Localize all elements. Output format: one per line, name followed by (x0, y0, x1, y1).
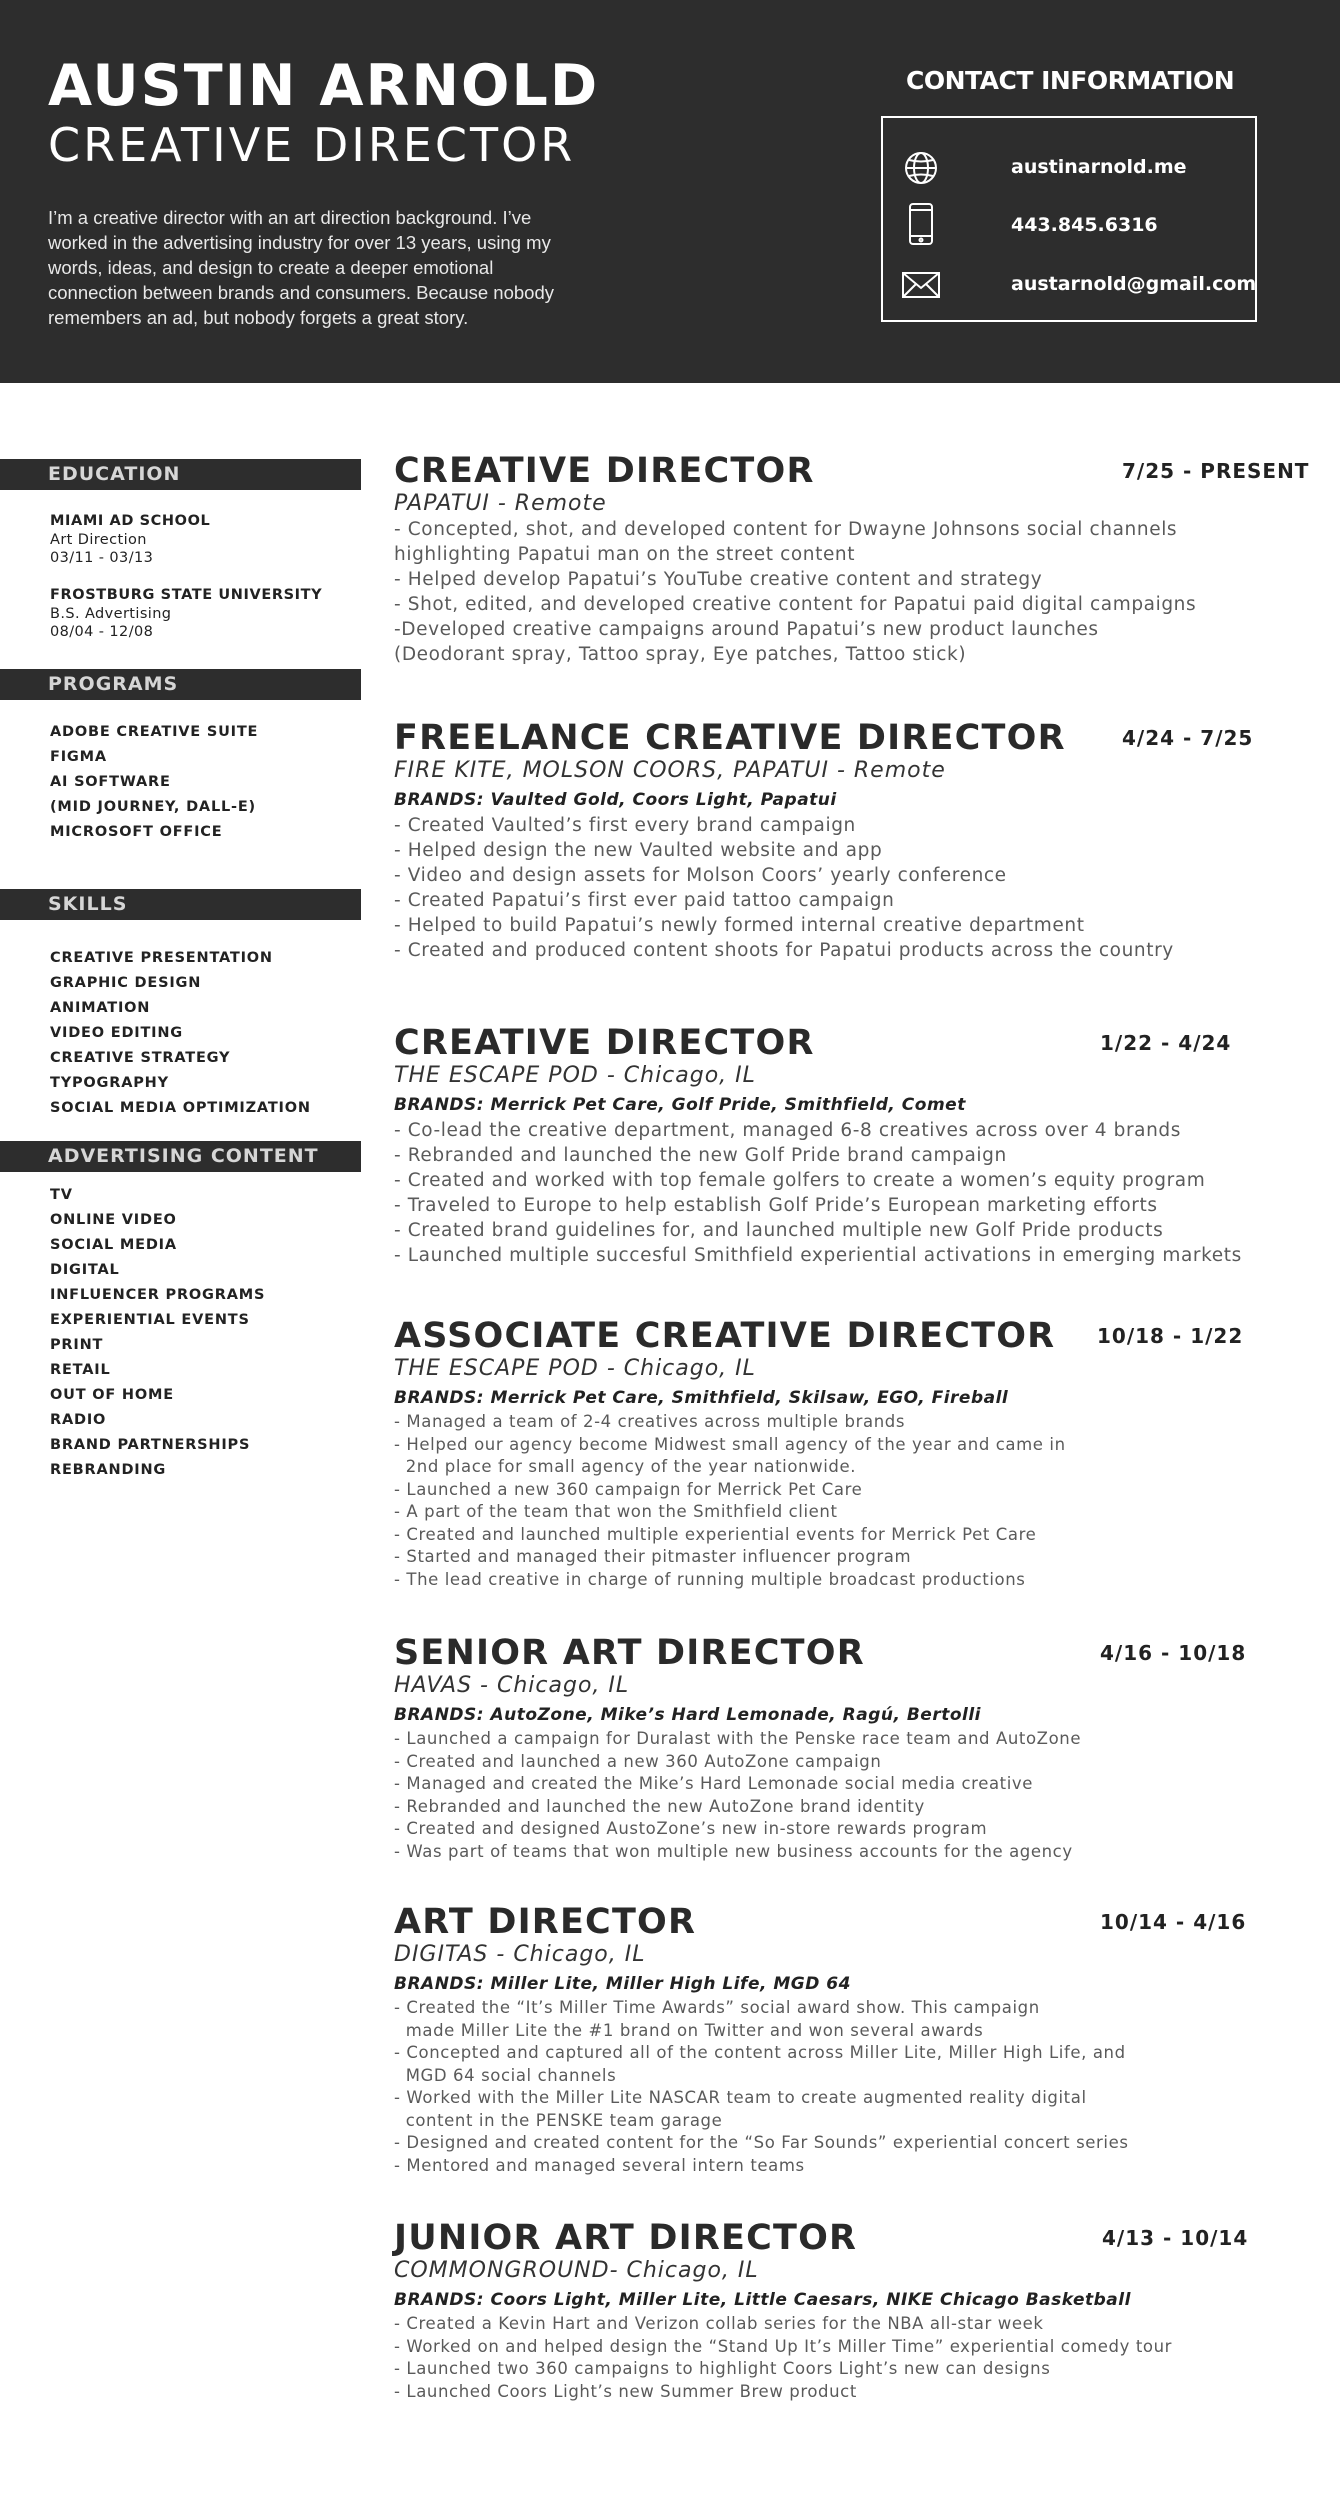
list-item: - Concepted and captured all of the content across Miller Lite, Miller High Life, and (394, 2043, 1126, 2062)
list-item: - Worked on and helped design the “Stand Up It’s Miller Time” experiential comedy tour (394, 2336, 1173, 2356)
education-entry (50, 512, 210, 567)
bio-paragraph: I’m a creative director with an art direction background. I’ve worked in the advertising industry for over 13 years, using my words, ideas, and design to create a deeper emotional connection between brands and consumers. Because nobody remembers an ad, but nobody forgets a great story. (48, 207, 555, 328)
list-item: (Deodorant spray, Tattoo spray, Eye patches, Tattoo stick) (394, 644, 967, 665)
job-company: COMMONGROUND- Chicago, IL (394, 2258, 759, 2283)
job-title: ASSOCIATE CREATIVE DIRECTOR (394, 1316, 1056, 1356)
list-item: - Created a Kevin Hart and Verizon collab series for the NBA all-star week (394, 2314, 1044, 2333)
skills-list (50, 946, 311, 1121)
job-brands: BRANDS: Merrick Pet Care, Smithfield, Skilsaw, EGO, Fireball (394, 1388, 1009, 1408)
list-item: - Mentored and managed several intern teams (394, 2155, 805, 2175)
list-item: VIDEO EDITING (50, 1025, 183, 1041)
list-item: - Traveled to Europe to help establish Golf Pride’s European marketing efforts (394, 1195, 1158, 1216)
list-item: MICROSOFT OFFICE (50, 824, 223, 840)
list-item: - Created and produced content shoots for Papatui products across the country (394, 940, 1174, 961)
contact-email-row (883, 265, 1255, 305)
list-item: CREATIVE PRESENTATION (50, 950, 273, 966)
job-dates: 4/16 - 10/18 (1100, 1641, 1247, 1665)
job-title: SENIOR ART DIRECTOR (394, 1633, 865, 1673)
list-item: EXPERIENTIAL EVENTS (50, 1312, 250, 1328)
job-brands: BRANDS: Coors Light, Miller Lite, Little Caesars, NIKE Chicago Basketball (394, 2290, 1131, 2310)
list-item: - Concepted, shot, and developed content for Dwayne Johnsons social channels (394, 519, 1178, 540)
job-brands: BRANDS: Vaulted Gold, Coors Light, Papatui (394, 790, 837, 810)
list-item: - Helped design the new Vaulted website and app (394, 840, 883, 861)
list-item: - Was part of teams that won multiple new business accounts for the agency (394, 1841, 1073, 1861)
list-item: made Miller Lite the #1 brand on Twitter and won several awards (394, 2020, 984, 2040)
list-item: content in the PENSKE team garage (394, 2110, 723, 2130)
list-item: - Created brand guidelines for, and launched multiple new Golf Pride products (394, 1220, 1164, 1241)
list-item: - Managed a team of 2-4 creatives across multiple brands (394, 1412, 906, 1431)
list-item: - Launched a new 360 campaign for Merrick Pet Care (394, 1479, 863, 1499)
list-item: BRAND PARTNERSHIPS (50, 1437, 251, 1453)
job-brands: BRANDS: Miller Lite, Miller High Life, MGD 64 (394, 1974, 851, 1994)
list-item: - Created and launched multiple experiential events for Merrick Pet Care (394, 1524, 1037, 1544)
contact-phone-row (883, 206, 1255, 246)
list-item: ADOBE CREATIVE SUITE (50, 724, 259, 740)
job-entry (394, 1023, 1314, 1268)
list-item: - Created and designed AustoZone’s new in-store rewards program (394, 1819, 988, 1838)
list-item: - Started and managed their pitmaster influencer program (394, 1547, 912, 1566)
candidate-role: CREATIVE DIRECTOR (48, 118, 576, 172)
education-entry (50, 586, 322, 641)
list-item: - Video and design assets for Molson Coors’ yearly conference (394, 865, 1007, 886)
job-dates: 10/18 - 1/22 (1097, 1324, 1244, 1348)
list-item: - Launched Coors Light’s new Summer Brew product (394, 2381, 857, 2401)
list-item: RADIO (50, 1412, 107, 1428)
list-item: 2nd place for small agency of the year nationwide. (394, 1457, 857, 1476)
list-item: - Designed and created content for the “So Far Sounds” experiential concert series (394, 2133, 1129, 2152)
school-degree: B.S. Advertising (50, 606, 172, 622)
list-item: TV (50, 1187, 73, 1203)
list-item: CREATIVE STRATEGY (50, 1050, 231, 1066)
list-item: highlighting Papatui man on the street content (394, 544, 856, 565)
programs-heading: PROGRAMS (0, 669, 361, 700)
list-item: - Rebranded and launched the new AutoZone brand identity (394, 1796, 925, 1816)
globe-icon (901, 150, 941, 186)
header-banner (0, 0, 1340, 383)
list-item: - Launched multiple succesful Smithfield experiential activations in emerging markets (394, 1245, 1242, 1266)
list-item: - Helped our agency become Midwest small agency of the year and came in (394, 1434, 1066, 1454)
school-degree: Art Direction (50, 532, 147, 548)
list-item: TYPOGRAPHY (50, 1075, 169, 1091)
phone-icon (901, 202, 941, 238)
education-heading: EDUCATION (0, 459, 361, 490)
contact-heading: CONTACT INFORMATION (906, 66, 1235, 95)
list-item: SOCIAL MEDIA OPTIMIZATION (50, 1100, 311, 1116)
job-title: CREATIVE DIRECTOR (394, 451, 815, 491)
candidate-name: AUSTIN ARNOLD (48, 53, 600, 119)
list-item: SOCIAL MEDIA (50, 1237, 177, 1253)
contact-website[interactable]: austinarnold.me (1011, 156, 1187, 178)
list-item: - A part of the team that won the Smithfield client (394, 1502, 838, 1521)
job-brands: BRANDS: AutoZone, Mike’s Hard Lemonade, Ragú, Bertolli (394, 1705, 981, 1725)
school-dates: 03/11 - 03/13 (50, 550, 154, 566)
job-title: FREELANCE CREATIVE DIRECTOR (394, 718, 1066, 758)
job-company: THE ESCAPE POD - Chicago, IL (394, 1356, 756, 1381)
list-item: GRAPHIC DESIGN (50, 975, 202, 991)
job-brands: BRANDS: Merrick Pet Care, Golf Pride, Smithfield, Comet (394, 1095, 966, 1115)
job-bullets (394, 2313, 1314, 2403)
job-dates: 1/22 - 4/24 (1100, 1031, 1232, 1055)
skills-heading: SKILLS (0, 889, 361, 920)
school-dates: 08/04 - 12/08 (50, 624, 154, 640)
job-company: PAPATUI - Remote (394, 491, 607, 516)
job-title: JUNIOR ART DIRECTOR (394, 2218, 858, 2258)
job-dates: 10/14 - 4/16 (1100, 1910, 1247, 1934)
job-entry (394, 1902, 1314, 2177)
job-bullets (394, 1411, 1314, 1591)
job-company: HAVAS - Chicago, IL (394, 1673, 630, 1698)
mail-icon (901, 267, 941, 303)
school-name: FROSTBURG STATE UNIVERSITY (50, 587, 323, 603)
list-item: - Helped develop Papatui’s YouTube creative content and strategy (394, 569, 1043, 590)
list-item: - Launched two 360 campaigns to highlight Coors Light’s new can designs (394, 2359, 1051, 2378)
advertising-heading: ADVERTISING CONTENT (0, 1141, 361, 1172)
list-item: - Co-lead the creative department, managed 6-8 creatives across over 4 brands (394, 1120, 1181, 1141)
list-item: - Created the “It’s Miller Time Awards” social award show. This campaign (394, 1998, 1040, 2017)
contact-website-row (883, 148, 1255, 188)
contact-box (881, 116, 1257, 322)
job-entry (394, 2218, 1314, 2403)
list-item: - Worked with the Miller Lite NASCAR team to create augmented reality digital (394, 2088, 1087, 2107)
list-item: - Created and worked with top female golfers to create a women’s equity program (394, 1170, 1206, 1191)
job-dates: 4/13 - 10/14 (1102, 2226, 1249, 2250)
list-item: REBRANDING (50, 1462, 167, 1478)
list-item: RETAIL (50, 1362, 111, 1378)
list-item: AI SOFTWARE (50, 774, 171, 790)
list-item: DIGITAL (50, 1262, 120, 1278)
list-item: - Created and launched a new 360 AutoZone campaign (394, 1751, 882, 1771)
job-title: ART DIRECTOR (394, 1902, 697, 1942)
job-bullets (394, 813, 1314, 963)
contact-email[interactable]: austarnold@gmail.com (1011, 273, 1257, 295)
job-company: FIRE KITE, MOLSON COORS, PAPATUI - Remote (394, 758, 946, 783)
list-item: - Created Papatui’s first ever paid tattoo campaign (394, 890, 895, 911)
job-entry (394, 1633, 1314, 1863)
list-item: FIGMA (50, 749, 107, 765)
advertising-list (50, 1183, 265, 1483)
job-entry (394, 1316, 1314, 1591)
job-bullets (394, 1728, 1314, 1863)
contact-phone[interactable]: 443.845.6316 (1011, 214, 1158, 236)
job-bullets (394, 517, 1314, 667)
school-name: MIAMI AD SCHOOL (50, 513, 211, 529)
list-item: - Helped to build Papatui’s newly formed internal creative department (394, 915, 1085, 936)
job-dates: 4/24 - 7/25 (1122, 726, 1254, 750)
list-item: PRINT (50, 1337, 104, 1353)
list-item: - Created Vaulted’s first every brand campaign (394, 815, 856, 836)
list-item: INFLUENCER PROGRAMS (50, 1287, 266, 1303)
programs-list (50, 720, 258, 845)
job-company: DIGITAS - Chicago, IL (394, 1942, 646, 1967)
job-company: THE ESCAPE POD - Chicago, IL (394, 1063, 756, 1088)
list-item: MGD 64 social channels (394, 2065, 617, 2085)
job-title: CREATIVE DIRECTOR (394, 1023, 815, 1063)
list-item: - Shot, edited, and developed creative content for Papatui paid digital campaigns (394, 594, 1197, 615)
job-entry (394, 718, 1314, 963)
job-dates: 7/25 - PRESENT (1122, 459, 1310, 483)
list-item: ONLINE VIDEO (50, 1212, 177, 1228)
job-bullets (394, 1997, 1314, 2177)
list-item: -Developed creative campaigns around Papatui’s new product launches (394, 619, 1099, 640)
job-bullets (394, 1118, 1314, 1268)
list-item: OUT OF HOME (50, 1387, 174, 1403)
list-item: - Launched a campaign for Duralast with the Penske race team and AutoZone (394, 1729, 1082, 1748)
job-entry (394, 451, 1314, 667)
list-item: (MID JOURNEY, DALL-E) (50, 799, 256, 815)
list-item: - The lead creative in charge of running multiple broadcast productions (394, 1569, 1026, 1589)
list-item: - Rebranded and launched the new Golf Pride brand campaign (394, 1145, 1007, 1166)
list-item: - Managed and created the Mike’s Hard Lemonade social media creative (394, 1774, 1034, 1793)
list-item: ANIMATION (50, 1000, 151, 1016)
